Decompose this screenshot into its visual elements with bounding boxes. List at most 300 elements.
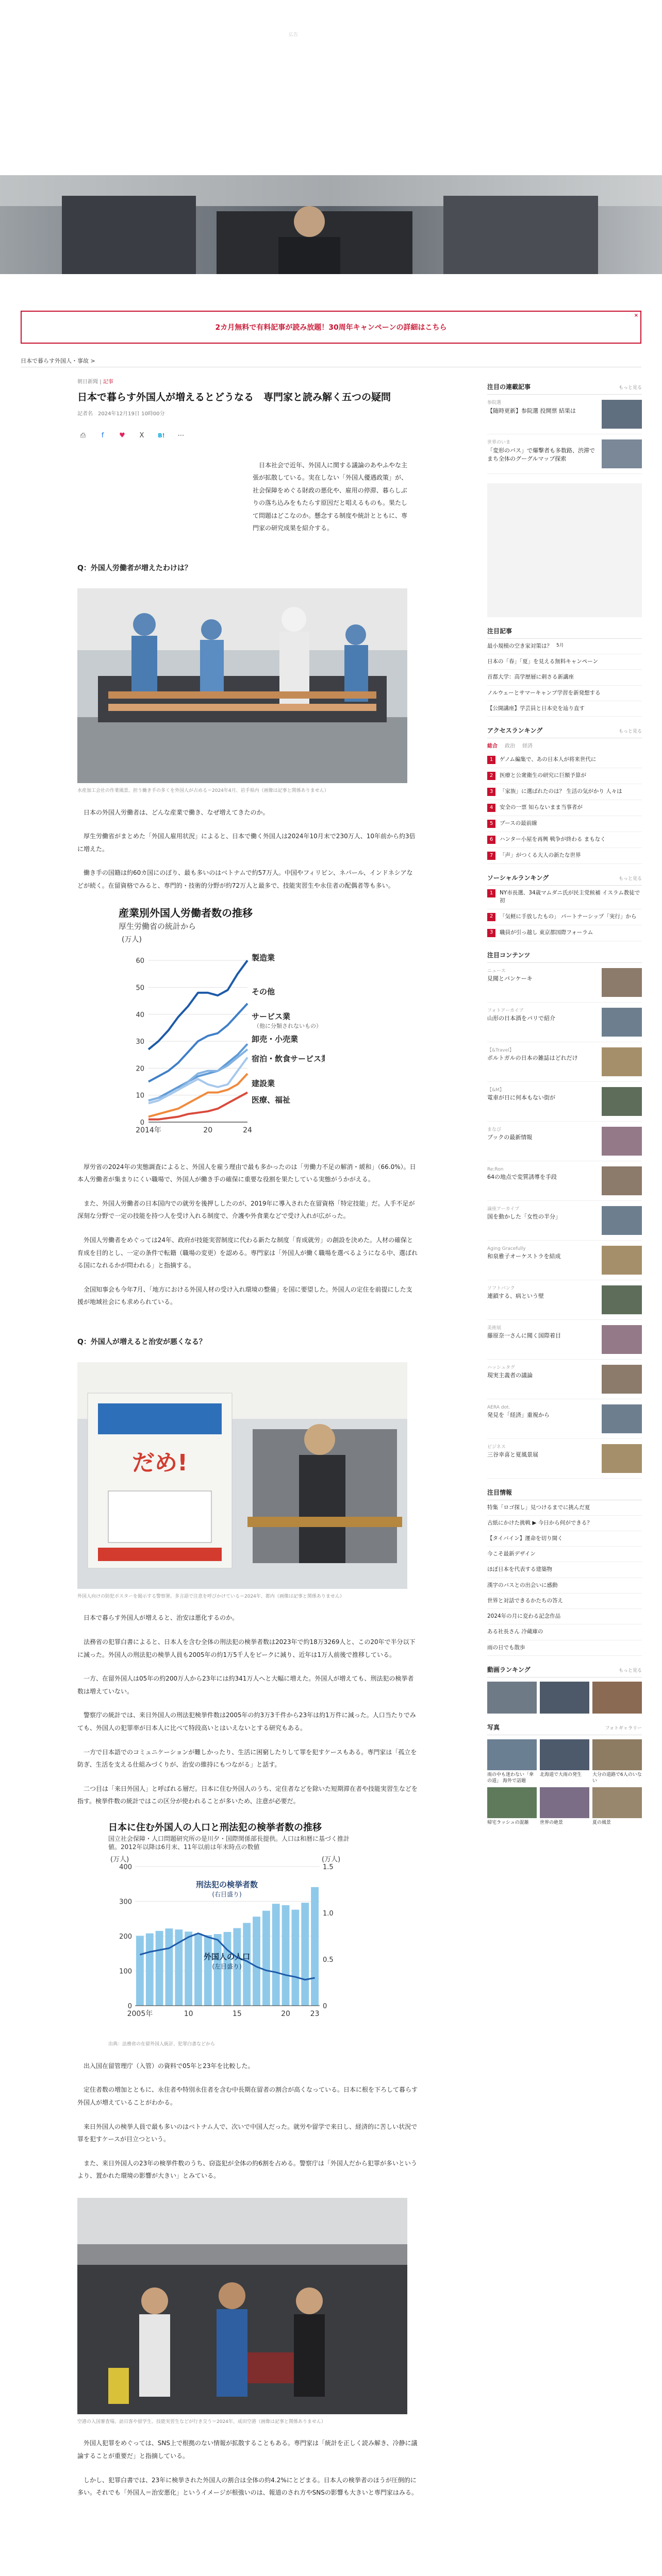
more-link[interactable]: もっと見る [618,385,642,391]
breadcrumb-home[interactable]: 日本で暮らす外国人・事故 [21,358,89,364]
y-tick-label: 0 [140,1118,144,1127]
breadcrumb [21,357,95,365]
video-thumb[interactable] [540,1682,589,1714]
photo-caption: 帰宅ラッシュの混雑 [487,1820,529,1825]
photo-card[interactable] [592,1739,642,1784]
lead-paragraph: 日本社会で近年、外国人に関する議論のあやふやな主張が拡散している。実在しない「外国人優遇政策」が、社会保障をめぐる財政の悪化や、雇用の停滞、暮らしぶりの落ち込みをもたらす原因だと唱えるものも。果たして問題はどこなのか。懸念する制度や統計とともに、専門家の研究成果を紹介する。 [253,461,408,532]
topic-title[interactable]: 【随時更新】参院選 投開票 結果は [487,407,576,414]
rank-number: 7 [487,852,495,860]
series-line-3 [148,1049,247,1100]
content-thumb[interactable] [602,968,642,997]
population-bar [272,1904,280,2006]
series-label: 製造業 [252,953,275,962]
sidebar-heading: 注目の連載記事 もっと見る [487,382,642,395]
photo-caption: 世界の絶景 [540,1820,564,1825]
pr-title[interactable]: ほぼ日本を代表する建築物 [487,1566,552,1573]
paragraph: 定住者数の増加とともに、永住者や特別永住者を含む中長期在留者の割合が高くなっている。日本に根を下ろして暮らす外国人が増えていることがわかる。 [77,2086,418,2106]
sidebar-heading: 動画ランキング もっと見る [487,1665,642,1677]
more-icon[interactable]: ⋯ [177,432,185,439]
breadcrumb-arrow: > [90,358,95,364]
chart-subtitle: 厚生労働省の統計から [119,921,196,931]
series-label: 外国人の人口 [203,1952,251,1962]
photo-thumb[interactable] [487,1787,537,1818]
ranking-title[interactable]: ブースの最前線 [500,820,537,827]
page-title: 日本で暮らす外国人が増えるとどうなる 専門家と読み解く五つの疑問 [77,392,391,403]
sidebar [487,373,642,1826]
y-left-tick: 0 [127,2003,132,2011]
x-tick-label: 20 [281,2010,290,2019]
label: 記事 [103,379,113,385]
paragraph: 日本の外国人労働者は、どんな産業で働き、なぜ増えてきたのか。 [84,808,269,816]
photo-caption: 大分の道路で6人のいない [592,1772,642,1784]
pr-item[interactable] [487,1609,642,1624]
content-title[interactable]: 連鎖する、病という壁 [487,1293,544,1300]
mini-item[interactable] [487,639,642,654]
campaign-banner[interactable] [21,311,641,344]
ranking-tabs [487,741,642,749]
ranking-item[interactable] [487,752,642,768]
content-tag: ビジネス [487,1444,506,1450]
content-item[interactable] [487,1280,642,1320]
article-main [77,373,418,2499]
content-item[interactable] [487,1003,642,1042]
content-tag: 論座アーカイブ [487,1206,520,1212]
mini-title[interactable]: 最小規模の空き家対策は？ [487,643,552,649]
paragraph: 厚生労働省がまとめた「外国人雇用状況」によると、日本で働く外国人は2024年10月末で230万人、10年前から約3倍に増えた。 [77,833,416,853]
topic-tag: 世界のいま [487,440,511,445]
y-tick-label: 10 [136,1092,144,1100]
content-text [487,968,598,997]
x-tick-label: 24 [243,1126,252,1134]
social-title[interactable]: NY市長選、34歳マムダニ氏が民主党候補 イスラム教徒で初 [500,890,640,904]
y-right-tick: 0.5 [323,1956,334,1964]
photo-thumb[interactable] [540,1739,589,1770]
content-tag: ニュース [487,968,506,974]
ranking-list [487,752,642,864]
paragraph: しかし、犯罪白書では、23年に検挙された外国人の割合は全体の約4.2%にとどまる。日本人の検挙者のほうが圧倒的に多い。それでも「外国人＝治安悪化」というイメージが根強いのは、報道のされ方やSNSの影響も大きいと専門家はみる。 [77,2476,418,2497]
photo-card[interactable] [592,1787,642,1826]
pr-item[interactable] [487,1547,642,1562]
content-thumb[interactable] [602,1166,642,1195]
pr-title[interactable]: 【タイバイン】運命を切り開く [487,1535,563,1541]
series-label: 刑法犯の検挙者数 [195,1880,258,1890]
topic-thumb[interactable] [602,439,642,468]
pr-title[interactable]: 特集「ロゴ探し」見つけるまでに挑んだ夏 [487,1504,590,1511]
x-icon[interactable]: X [139,432,144,439]
mini-meta: 5月 [556,643,564,648]
facebook-icon[interactable]: f [101,432,104,439]
topic-tag: 参院選 [487,400,502,405]
topic-item[interactable] [487,434,642,474]
ranking-item[interactable] [487,832,642,848]
content-item[interactable] [487,1122,642,1161]
ranking-item[interactable] [487,800,642,816]
ad-photo[interactable] [0,175,662,274]
pr-item[interactable] [487,1640,642,1656]
content-text [487,1285,598,1314]
paragraph: また、外国人労働者の日本国内での就労を後押ししたのが、2019年に導入された在留資格「特定技能」だ。人手不足が深刻な分野で一定の技能を持つ人を受け入れる制度で、介護や外食業などで受け入れが広がった。 [77,1199,415,1220]
social-title[interactable]: 「気軽に手放したもの」 パートナーシップ「実行」から [500,913,637,920]
photo-caption: 雨の中も迷わない「傘の道」 海外で話題 [487,1772,534,1784]
sidebar-heading: 注目記事 [487,626,642,639]
paragraph: 厚労省の2024年の実態調査によると、外国人を雇う理由で最も多かったのは「労働力不足の解消・緩和」（66.0%）。日本人労働者が集まりにくい職場で、外国人が働き手の確保に重要な役割を果たしている実態がうかがえる。 [77,1163,416,1183]
x-tick-label: 15 [232,2010,242,2019]
population-bar [194,1934,202,2006]
content-thumb[interactable] [602,1087,642,1116]
content-title[interactable]: 64の地点で変質誘導を手段 [487,1174,557,1181]
pr-item[interactable] [487,1594,642,1609]
y-left-label: (万人) [110,1856,129,1864]
x-tick-label: 2014年 [136,1126,161,1134]
population-bar [185,1932,192,2006]
top-ad[interactable] [0,0,662,289]
mini-title[interactable]: ノルウェーとサマーキャンプ学習を新発想する [487,689,601,696]
series-axis-note: (左目盛り) [212,1963,242,1971]
content-item[interactable] [487,1201,642,1241]
paragraph: 出入国在留管理庁（入管）の資料で05年と23年を比較した。 [84,2062,254,2070]
content-text [487,1008,598,1037]
paragraph: 働き手の国籍は約60カ国にのぼり、最も多いのはベトナムで約57万人。中国やフィリピン、ネパール、インドネシアなどが続く。在留資格でみると、専門的・技術的分野が約72万人と最多で、技能実習生や永住者の配偶者等も多い。 [77,869,413,889]
rank-number: 3 [487,929,495,937]
content-thumb[interactable] [602,1206,642,1235]
ranking-tab[interactable]: 政治 [505,743,515,750]
ranking-title[interactable]: 「家族」に選ばれたのは？ 生活の気がかり 人々は [500,788,622,795]
sidebar-heading: 注目コンテンツ [487,951,642,963]
share-bar [77,430,418,442]
social-item[interactable] [487,909,642,925]
content-title[interactable]: 国を動かした「女性の半分」 [487,1213,561,1221]
paragraph: 全国知事会も今年7月、「地方における外国人材の受け入れ環境の整備」を国に要望した。外国人の定住を前提にした支援が地域社会にも求められている。 [77,1285,412,1306]
y-right-tick: 0 [323,2003,327,2011]
industry-chart [119,905,325,1149]
content-title[interactable]: ポルトガルの日本の雑誌はどれだけ [487,1055,578,1062]
paragraph: また、来日外国人の23年の検挙件数のうち、窃盗犯が全体の約6割を占める。警察庁は「外国人だから犯罪が多いというより、置かれた環境の影響が大きい」とみている。 [77,2159,417,2180]
content-thumb[interactable] [602,1325,642,1354]
photo-thumb[interactable] [487,1739,537,1770]
series-label: 宿泊・飲食サービス業 [252,1054,325,1063]
pr-title[interactable]: ある社長さん 冷蔵庫の [487,1629,543,1635]
rank-number: 2 [487,913,495,921]
pr-item[interactable] [487,1562,642,1578]
y-left-tick: 200 [119,1933,132,1941]
pr-title[interactable]: 雨の日でも散歩 [487,1644,525,1651]
mini-item[interactable] [487,686,642,701]
sidebar-heading: 注目情報 [487,1488,642,1500]
ranking-title[interactable]: ゲノム編集で、あの日本人が将来世代に [500,756,597,763]
photo-caption: 水産加工会社の作業風景。担う働き手の多くを外国人が占める＝2024年4月、岩手県内（画像は記事と関係ありません） [77,788,329,794]
more-link[interactable]: もっと見る [618,1668,642,1673]
bar-line-chart [108,1851,351,2037]
content-tag: AERA dot. [487,1404,510,1410]
content-item[interactable] [487,1320,642,1360]
y-left-tick: 400 [119,1863,132,1872]
video-thumb[interactable] [487,1682,537,1714]
sidebar-ad[interactable] [487,483,642,617]
content-item[interactable] [487,1042,642,1082]
content-text [487,1325,598,1354]
y-left-tick: 300 [119,1898,132,1906]
ranking-item[interactable] [487,848,642,864]
topic-item[interactable] [487,395,642,434]
line-chart [119,931,325,1148]
content-title[interactable]: 見聞とパンケーキ [487,975,533,982]
paragraph: 外国人犯罪をめぐっては、SNS上で根拠のない情報が拡散することもある。専門家は「統計を正しく読み解き、冷静に議論することが重要だ」と指摘している。 [77,2439,418,2460]
content-tag: フォトアーカイブ [487,1008,524,1013]
population-bar [136,1936,144,2006]
ranking-item[interactable] [487,768,642,784]
content-tag: Aging Gracefully [487,1246,526,1251]
photo-caption: 空港の入国審査場。訪日客や留学生、技能実習生などが行き交う＝2024年、成田空港（画像は記事と関係ありません） [77,2419,326,2425]
ranking-tab[interactable]: 総合 [487,743,498,750]
content-thumb[interactable] [602,1404,642,1433]
content-title[interactable]: 三谷幸喜と夏風景展 [487,1451,538,1459]
content-thumb[interactable] [602,1285,642,1314]
mini-list [487,639,642,717]
sidebar-heading: アクセスランキング もっと見る [487,726,642,738]
video-row [487,1682,642,1714]
population-bar [253,1917,260,2006]
social-title[interactable]: 職員が引っ越し 東京都国際フォーラム [500,929,593,936]
topics-list [487,395,642,474]
article-photo [77,588,407,785]
ad-label: 広告 [289,32,299,38]
ranking-title[interactable]: ハンター小屋を再興 戦争が終わる まもなく [500,836,606,843]
mini-item[interactable] [487,701,642,717]
social-list [487,886,642,941]
paragraph: 外国人労働者をめぐっては24年、政府が技能実習制度に代わる新たな制度「育成就労」の創設を決めた。人材の確保と育成を目的とし、一定の条件で転籍（職場の変更）を認める。専門家は「外国人が働く職場を選べるようになる中、選ばれる国になれるかが問われる」と指摘する。 [77,1236,418,1269]
content-title[interactable]: ブックの最新情報 [487,1134,533,1141]
photo-thumb[interactable] [540,1787,589,1818]
content-title[interactable]: 山形の日本酒をパリで紹介 [487,1015,555,1022]
photo-caption: 外国人向けの防犯ポスターを掲示する警察署。多言語で注意を呼びかけている＝2024年、都内（画像は記事と関係ありません） [77,1594,344,1599]
rank-number: 5 [487,820,495,828]
mini-title[interactable]: 首都大学：高学歴層に刺さる新講座 [487,674,574,681]
pr-title[interactable]: 世界と対話できるかたちの答え [487,1597,563,1604]
y-tick-label: 20 [136,1064,144,1073]
more-link[interactable]: もっと見る [618,876,642,882]
content-text [487,1127,598,1156]
x-tick-label: 20 [203,1126,213,1134]
content-thumb[interactable] [602,1365,642,1394]
population-bar [156,1931,163,2006]
content-title[interactable]: 藤原奈一さんに聞く国際着目 [487,1332,561,1340]
photo-grid [487,1739,642,1826]
y-right-tick: 1.5 [323,1863,334,1872]
series-label: サービス業 [252,1011,291,1021]
pr-item[interactable] [487,1624,642,1640]
x-tick-label: 2005年 [127,2010,153,2019]
contents-list [487,963,642,1479]
paragraph: 二つ目は「来日外国人」と呼ばれる層だ。日本に住む外国人のうち、定住者などを除いた短期滞在者や技能実習生などを指す。検挙件数の統計ではこの区分が使われることが多いため、注意が必要だ。 [77,1785,418,1805]
pocket-icon[interactable]: ♥ [119,432,125,439]
paragraph: 一方、在留外国人は05年の約200万人から23年には約341万人へと大幅に増えた。外国人が増えても、刑法犯の検挙者数は増えていない。 [77,1675,414,1695]
chart-caption: 出典：法務省の在留外国人統計、犯罪白書などから [108,2042,216,2047]
content-title[interactable]: 和泉雅子オーケストラを結成 [487,1253,561,1260]
content-item[interactable] [487,963,642,1003]
pr-title[interactable]: 古紙にかけた挑戦 ▶ 今日から何ができる？ [487,1519,592,1526]
population-bar [311,1887,319,2006]
article-photo [77,2198,407,2416]
series-axis-note: (右目盛り) [212,1891,242,1899]
content-thumb[interactable] [602,1444,642,1473]
y-tick-label: 40 [136,1011,144,1019]
series-note: （他に分類されないもの） [254,1022,322,1029]
content-tag: ハッシュタグ [487,1365,515,1370]
series-label: 医療、福祉 [252,1095,291,1105]
more-link[interactable]: フォトギャラリー [605,1725,642,1731]
article-photo [77,1362,407,1590]
category-line: 朝日新聞 | 記事 [77,379,113,385]
chart-title: 産業別外国人労働者数の推移 [119,906,253,919]
crime-chart [108,1820,351,2038]
content-thumb[interactable] [602,1047,642,1076]
y-right-label: (万人) [322,1856,341,1864]
mini-title[interactable]: 【公開講座】学芸員と日本史を辿り直す [487,705,585,711]
paragraph: 法務省の犯罪白書によると、日本人を含む全体の刑法犯の検挙者数は2023年で約18万3269人と、この20年で半分以下に減った。外国人の刑法犯の検挙人員も2005年の約1万5千人をピークに減り、近年は1万人前後で推移している。 [77,1638,416,1658]
topic-text [487,400,598,429]
content-item[interactable] [487,1439,642,1479]
content-text [487,1365,598,1394]
rank-number: 6 [487,836,495,844]
content-text [487,1246,598,1275]
content-tag: まなび [487,1127,502,1132]
sidebar-heading: 写真 フォトギャラリー [487,1723,642,1735]
photo-caption: 北海道で大雨の発生 [540,1772,582,1777]
ranking-title[interactable]: 医療と公衆衛生の研究に巨額予算が [500,772,586,779]
photo-card[interactable] [487,1787,537,1826]
chart-subtitle: 国立社会保障・人口問題研究所の是川夕・国際関係部長提供。人口は和暦に基づく推計値。2012年以降は6月末、11年以前は年末時点の数値 [108,1835,350,1851]
population-bar [243,1923,251,2006]
content-text [487,1206,598,1235]
mini-item[interactable] [487,654,642,670]
content-text [487,1166,598,1195]
content-text [487,1047,598,1076]
rank-number: 1 [487,889,495,897]
print-icon[interactable]: ⎙ [80,432,86,439]
population-bar [204,1935,212,2006]
pr-item[interactable] [487,1578,642,1594]
y-right-tick: 1.0 [323,1910,334,1918]
y-tick-label: 60 [136,957,144,965]
svg-text:だめ!: だめ! [131,1449,188,1476]
series-label: 建設業 [252,1078,275,1088]
pr-item[interactable] [487,1500,642,1516]
content-title[interactable]: 現実主義者の議論 [487,1372,533,1379]
more-link[interactable]: もっと見る [618,729,642,735]
population-bar [282,1905,290,2006]
mini-item[interactable] [487,670,642,685]
paragraph: 来日外国人の検挙人員で最も多いのはベトナム人で、次いで中国人だった。就労や留学で来日し、経済的に苦しい状況で罪を犯すケースが目立つという。 [77,2123,418,2143]
chart-title: 日本に住む外国人の人口と刑法犯の検挙者数の推移 [108,1822,322,1833]
x-tick-label: 10 [184,2010,193,2019]
population-bar [146,1934,154,2006]
byline: 記者名 2024年12月19日 10時00分 [77,411,165,417]
topic-title[interactable]: 「変形のバス」で爆撃者も多数路、渋滞でまち全体のグーグルマップ探索 [487,447,595,462]
photo-thumb[interactable] [592,1739,642,1770]
content-text [487,1087,598,1116]
content-tag: 【&Travel】 [487,1047,514,1053]
series-line-1 [148,1003,247,1081]
video-thumb[interactable] [592,1682,642,1714]
series-label: 卸売・小売業 [252,1034,299,1044]
content-tag: Re:Ron [487,1166,504,1172]
content-item[interactable] [487,1399,642,1439]
population-bar [291,1910,299,2006]
rank-number: 2 [487,772,495,780]
banner-text[interactable]: 2カ月無料で有料記事が読み放題！30周年キャンペーンの詳細はこちら [215,324,447,332]
series-line-0 [148,960,247,1049]
photo-card[interactable] [487,1739,537,1784]
hatena-icon[interactable]: B! [158,432,165,439]
ranking-tab[interactable]: 経済 [522,743,533,750]
photo-thumb[interactable] [592,1787,642,1818]
photo-caption: 夏の風景 [592,1820,611,1825]
social-item[interactable] [487,925,642,941]
series-label: その他 [252,987,275,996]
pr-item[interactable] [487,1516,642,1531]
pr-title[interactable]: 2024年の月に変わる記念作品 [487,1613,561,1620]
content-thumb[interactable] [602,1008,642,1037]
population-bar [166,1928,173,2006]
content-item[interactable] [487,1241,642,1280]
mini-title[interactable]: 日本の「春」「夏」を見える無料キャンペーン [487,658,599,665]
content-item[interactable] [487,1161,642,1201]
content-tag: 美術展 [487,1325,502,1331]
y-left-tick: 100 [119,1968,132,1976]
photo-card[interactable] [540,1739,589,1784]
category[interactable]: 朝日新聞 [77,379,98,385]
ranking-title[interactable]: 「声」がつくる大人の新たな世界 [500,852,581,859]
population-bar [301,1903,309,2006]
x-tick-label: 23 [310,2010,320,2019]
close-icon[interactable]: × [634,313,638,318]
paragraph: 日本で暮らす外国人が増えると、治安は悪化するのか。 [84,1614,239,1622]
content-tag: ソフトバンク [487,1285,515,1291]
content-title[interactable]: 発見を「経済」重視から [487,1412,550,1419]
pr-list [487,1500,642,1656]
topic-thumb[interactable] [602,400,642,429]
y-tick-label: 30 [136,1038,144,1046]
y-tick-label: 50 [136,984,144,992]
social-item[interactable] [487,886,642,909]
question-heading: Q：外国人労働者が増えたわけは？ [77,564,192,573]
rank-number: 4 [487,804,495,812]
pr-title[interactable]: 今こそ最新デザイン [487,1551,536,1557]
pr-item[interactable] [487,1531,642,1547]
content-text [487,1444,598,1473]
ranking-item[interactable] [487,816,642,832]
question-heading: Q：外国人が増えると治安が悪くなる？ [77,1337,206,1346]
pr-title[interactable]: 漢字のバスとの出会いに感動 [487,1582,558,1588]
content-title[interactable]: 電車が日に何本もない街が [487,1094,555,1101]
paragraph: 警察庁の統計では、来日外国人の刑法犯検挙件数は2005年の約3万3千件から23年は約1万件に減った。人口当たりでみても、外国人の犯罪率が日本人に比べて特段高いとはいえないとする研究もある。 [77,1711,416,1732]
content-item[interactable] [487,1360,642,1399]
series-line-2 [148,1044,247,1100]
rank-number: 1 [487,756,495,764]
y-axis-label: (万人) [122,935,142,944]
content-text [487,1404,598,1433]
content-thumb[interactable] [602,1127,642,1156]
content-item[interactable] [487,1082,642,1122]
content-tag: 【&M】 [487,1087,504,1093]
topic-text [487,439,598,468]
content-thumb[interactable] [602,1246,642,1275]
ranking-title[interactable]: 安全の一票 知らないまま当事者が [500,804,583,811]
photo-card[interactable] [540,1787,589,1826]
ranking-item[interactable] [487,784,642,800]
sidebar-heading: ソーシャルランキング もっと見る [487,873,642,886]
paragraph: 一方で日本語でのコミュニケーションが難しかったり、生活に困窮したりして罪を犯すケースもある。専門家は「孤立を防ぎ、生活を支える仕組みづくりが、治安の維持にもつながる」と話す。 [77,1748,417,1769]
